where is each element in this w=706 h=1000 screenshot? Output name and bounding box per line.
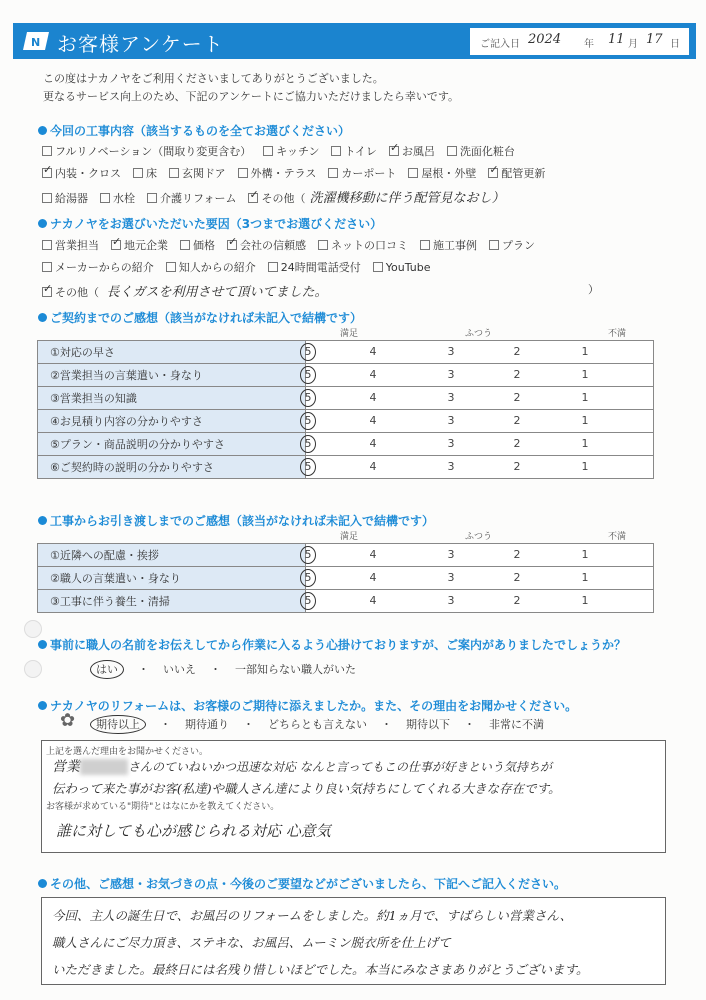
checkbox-box[interactable] bbox=[489, 240, 499, 250]
checkbox-label: YouTube bbox=[385, 261, 431, 274]
checkbox-option[interactable] bbox=[100, 190, 135, 206]
rating-label: ②営業担当の言葉遣い・身なり bbox=[38, 364, 306, 387]
checkbox-label: プラン bbox=[502, 239, 535, 252]
rating-row bbox=[38, 364, 654, 387]
rating-option-2[interactable]: 2 bbox=[513, 460, 521, 473]
scale-low: 不満 bbox=[608, 329, 627, 339]
reason-other-row bbox=[42, 281, 599, 300]
option-1[interactable]: 期待通り bbox=[185, 718, 229, 731]
checkbox-option[interactable] bbox=[268, 259, 361, 275]
rating-values bbox=[306, 456, 654, 479]
checkbox-box[interactable] bbox=[408, 168, 418, 178]
rating-values bbox=[306, 544, 654, 567]
rating-row bbox=[38, 456, 654, 479]
checkbox-box[interactable] bbox=[100, 193, 110, 203]
rating-option-3[interactable]: 3 bbox=[447, 437, 455, 450]
checkbox-box[interactable] bbox=[268, 262, 278, 272]
rating-option-5[interactable]: 5 bbox=[300, 458, 316, 476]
rating-option-1[interactable]: 1 bbox=[581, 368, 589, 381]
checkbox-option[interactable] bbox=[238, 165, 317, 181]
checkbox-option[interactable] bbox=[42, 237, 99, 253]
reason-box[interactable] bbox=[41, 740, 666, 853]
rating-option-5[interactable]: 5 bbox=[300, 592, 316, 610]
date-label: ご記入日 bbox=[480, 39, 520, 50]
rating-option-4[interactable]: 4 bbox=[369, 345, 377, 358]
rating-option-4[interactable]: 4 bbox=[369, 594, 377, 607]
expectation-options bbox=[90, 716, 558, 732]
section-craftsman-title: 事前に職人の名前をお伝えしてから作業に入るよう心掛けておりますが、ご案内がありましたでしょうか？ bbox=[38, 636, 626, 653]
reason-other-value: 長くガスを利用させて頂いてました。 bbox=[106, 285, 328, 300]
redacted-name bbox=[80, 759, 128, 775]
checkbox-option[interactable] bbox=[180, 237, 215, 253]
option-2[interactable]: どちらとも言えない bbox=[268, 718, 367, 731]
intro-line: 更なるサービス向上のため、下記のアンケートにご協力いただけましたら幸いです。 bbox=[43, 90, 460, 103]
rating-option-5[interactable]: 5 bbox=[300, 569, 316, 587]
checkbox-box[interactable] bbox=[331, 146, 341, 156]
checkbox-box[interactable] bbox=[227, 240, 237, 250]
rating-option-1[interactable]: 1 bbox=[581, 571, 589, 584]
checkbox-label: 介護リフォーム bbox=[160, 192, 237, 205]
checkbox-option[interactable] bbox=[169, 165, 226, 181]
intro-line: この度はナカノヤをご利用くださいましてありがとうございました。 bbox=[43, 72, 384, 85]
rating-option-4[interactable]: 4 bbox=[369, 571, 377, 584]
separator: ・ bbox=[243, 718, 254, 731]
checkbox-label: 内装・クロス bbox=[55, 167, 121, 180]
rating-row bbox=[38, 387, 654, 410]
rating-option-2[interactable]: 2 bbox=[513, 414, 521, 427]
day-unit: 日 bbox=[670, 39, 680, 50]
punch-hole bbox=[24, 660, 42, 678]
rating-values bbox=[306, 387, 654, 410]
rating-values bbox=[306, 590, 654, 613]
checkbox-label: 知人からの紹介 bbox=[178, 261, 256, 274]
rating-option-4[interactable]: 4 bbox=[369, 414, 377, 427]
checkbox-option[interactable] bbox=[408, 165, 476, 181]
section-contract-title: ご契約までのご感想（該当がなければ未記入で結構です） bbox=[38, 309, 362, 326]
checkbox-row bbox=[42, 187, 504, 206]
checkbox-label: 施工事例 bbox=[433, 239, 477, 252]
rating-label: ①対応の早さ bbox=[38, 341, 306, 364]
rating-option-3[interactable]: 3 bbox=[447, 548, 455, 561]
rating-option-1[interactable]: 1 bbox=[581, 437, 589, 450]
checkbox-option[interactable] bbox=[42, 190, 88, 206]
separator: ・ bbox=[138, 663, 149, 676]
checkbox-box[interactable] bbox=[42, 168, 52, 178]
option-3[interactable]: 期待以下 bbox=[406, 718, 450, 731]
checkbox-option[interactable] bbox=[42, 143, 251, 159]
expect-label: お客様が求めている"期待"とはなにかを教えてください。 bbox=[46, 802, 280, 812]
checkbox-box[interactable] bbox=[133, 168, 143, 178]
rating-option-3[interactable]: 3 bbox=[447, 414, 455, 427]
comment-line: 今回、主人の誕生日で、お風呂のリフォームをしました。約1ヵ月で、すばらしい営業さん、 bbox=[52, 908, 573, 923]
rating-values bbox=[306, 410, 654, 433]
separator: ・ bbox=[381, 718, 392, 731]
option-4[interactable]: 非常に不満 bbox=[489, 718, 544, 731]
checkbox-box[interactable] bbox=[328, 168, 338, 178]
checkbox-option[interactable] bbox=[328, 165, 396, 181]
rating-row bbox=[38, 590, 654, 613]
checkbox-label: ネットの口コミ bbox=[331, 239, 408, 252]
checkbox-option[interactable] bbox=[227, 237, 306, 253]
checkbox-option[interactable] bbox=[489, 237, 535, 253]
craftsman-options bbox=[90, 661, 370, 677]
rating-row bbox=[38, 433, 654, 456]
date-day: 17 bbox=[646, 32, 663, 47]
checkbox-label: 給湯器 bbox=[55, 192, 88, 205]
checkbox-box[interactable] bbox=[147, 193, 157, 203]
checkbox-option[interactable] bbox=[318, 237, 408, 253]
checkbox-option[interactable] bbox=[42, 165, 121, 181]
rating-label: ③工事に伴う養生・清掃 bbox=[38, 590, 306, 613]
checkbox-box[interactable] bbox=[42, 240, 52, 250]
rating-label: ①近隣への配慮・挨拶 bbox=[38, 544, 306, 567]
checkbox-box[interactable] bbox=[420, 240, 430, 250]
checkbox-row bbox=[42, 259, 443, 275]
section-construction-title: 工事からお引き渡しまでのご感想（該当がなければ未記入で結構です） bbox=[38, 512, 434, 529]
checkbox-box[interactable] bbox=[169, 168, 179, 178]
option-0[interactable]: 期待以上 bbox=[90, 715, 146, 734]
checkbox-option[interactable] bbox=[447, 143, 515, 159]
checkbox-option[interactable] bbox=[42, 259, 154, 275]
separator: ・ bbox=[464, 718, 475, 731]
checkbox-label: 玄関ドア bbox=[182, 167, 226, 180]
comment-box[interactable] bbox=[41, 897, 666, 985]
construction-rating-table bbox=[37, 543, 654, 613]
rating-values bbox=[306, 433, 654, 456]
checkbox-box[interactable] bbox=[166, 262, 176, 272]
scale-high: 満足 bbox=[340, 329, 359, 339]
option-0[interactable]: はい bbox=[90, 660, 124, 679]
date-month: 11 bbox=[608, 32, 625, 47]
checkbox-box[interactable] bbox=[180, 240, 190, 250]
rating-option-4[interactable]: 4 bbox=[369, 437, 377, 450]
checkbox-box[interactable] bbox=[42, 146, 52, 156]
date-field[interactable] bbox=[470, 28, 689, 55]
checkbox-box[interactable] bbox=[488, 168, 498, 178]
reason-line: 営業 さんのていねいかつ迅速な対応 なんと言ってもこの仕事が好きという気持ちが bbox=[52, 759, 552, 775]
rating-option-1[interactable]: 1 bbox=[581, 414, 589, 427]
comment-line: いただきました。最終日には名残り惜しいほどでした。本当にみなさまありがとうございます。 bbox=[52, 962, 589, 977]
checkbox-label: フルリノベーション（間取り変更含む） bbox=[55, 145, 252, 158]
rating-values bbox=[306, 567, 654, 590]
rating-option-5[interactable]: 5 bbox=[300, 412, 316, 430]
rating-option-2[interactable]: 2 bbox=[513, 594, 521, 607]
rating-option-2[interactable]: 2 bbox=[513, 345, 521, 358]
scale-high: 満足 bbox=[340, 532, 359, 542]
rating-option-1[interactable]: 1 bbox=[581, 391, 589, 404]
checkbox-label: お風呂 bbox=[401, 145, 435, 158]
checkbox-option[interactable] bbox=[420, 237, 477, 253]
work-other-value: 洗濯機移動に伴う配管見なおし） bbox=[309, 191, 505, 206]
rating-option-2[interactable]: 2 bbox=[513, 548, 521, 561]
rating-row bbox=[38, 544, 654, 567]
checkbox-option[interactable] bbox=[248, 190, 305, 206]
rating-label: ⑤プラン・商品説明の分かりやすさ bbox=[38, 433, 306, 456]
scale-mid: ふつう bbox=[465, 532, 493, 542]
checkbox-option[interactable] bbox=[488, 165, 545, 181]
rating-option-4[interactable]: 4 bbox=[369, 391, 377, 404]
section-expectation-title: ナカノヤのリフォームは、お客様のご期待に添えましたか。また、その理由をお聞かせください。 bbox=[38, 697, 577, 714]
checkbox-label: 水栓 bbox=[113, 192, 135, 205]
nakanoya-logo-icon bbox=[23, 32, 49, 50]
checkbox-box[interactable] bbox=[447, 146, 457, 156]
rating-row bbox=[38, 341, 654, 364]
reason-line: 伝わって来た事がお客(私達)や職人さん達により良い気持ちにしてくれる大きな存在です。 bbox=[52, 781, 561, 796]
reason-label: 上記を選んだ理由をお聞かせください。 bbox=[46, 747, 209, 757]
rating-option-4[interactable]: 4 bbox=[369, 548, 377, 561]
checkbox-label: 洗面化粧台 bbox=[459, 145, 515, 158]
rating-option-2[interactable]: 2 bbox=[513, 368, 521, 381]
checkbox-option[interactable] bbox=[331, 143, 376, 159]
checkbox-box[interactable] bbox=[318, 240, 328, 250]
rating-option-5[interactable]: 5 bbox=[300, 435, 316, 453]
checkbox-label: 会社の信頼感 bbox=[240, 239, 306, 252]
rating-option-5[interactable]: 5 bbox=[300, 343, 316, 361]
rating-option-4[interactable]: 4 bbox=[369, 368, 377, 381]
section-work-title: 今回の工事内容（該当するものを全てお選びください） bbox=[38, 122, 350, 139]
section-comments-title: その他、ご感想・お気づきの点・今後のご要望などがございましたら、下記へご記入ください。 bbox=[38, 875, 566, 892]
rating-label: ④お見積り内容の分かりやすさ bbox=[38, 410, 306, 433]
scale-low: 不満 bbox=[608, 532, 627, 542]
rating-option-3[interactable]: 3 bbox=[447, 594, 455, 607]
header-bar bbox=[13, 23, 696, 59]
checkbox-other[interactable]: ✓その他（ bbox=[42, 284, 99, 300]
checkbox-label: 価格 bbox=[193, 239, 215, 252]
rating-label: ③営業担当の知識 bbox=[38, 387, 306, 410]
rating-values bbox=[306, 341, 654, 364]
page-title: お客様アンケート bbox=[57, 32, 224, 56]
checkbox-label: メーカーからの紹介 bbox=[55, 261, 154, 274]
close-paren: ） bbox=[588, 283, 599, 296]
checkbox-box[interactable] bbox=[389, 146, 399, 156]
rating-option-3[interactable]: 3 bbox=[447, 571, 455, 584]
svg-text:N: N bbox=[31, 36, 41, 49]
checkbox-row bbox=[42, 165, 557, 181]
checkbox-box[interactable] bbox=[373, 262, 383, 272]
checkbox-label: 地元企業 bbox=[124, 239, 168, 252]
checkbox-row bbox=[42, 237, 547, 253]
separator: ・ bbox=[210, 663, 221, 676]
intro-text bbox=[43, 70, 459, 106]
rating-row bbox=[38, 567, 654, 590]
checkbox-label: 営業担当 bbox=[55, 239, 99, 252]
rating-option-2[interactable]: 2 bbox=[513, 437, 521, 450]
rating-option-3[interactable]: 3 bbox=[447, 460, 455, 473]
contract-rating-table bbox=[37, 340, 654, 479]
rating-option-3[interactable]: 3 bbox=[447, 368, 455, 381]
rating-option-3[interactable]: 3 bbox=[447, 391, 455, 404]
checkbox-box[interactable] bbox=[111, 240, 121, 250]
checkbox-box[interactable] bbox=[42, 262, 52, 272]
checkbox-option[interactable] bbox=[166, 259, 256, 275]
checkbox-label: 配管更新 bbox=[501, 167, 546, 180]
flower-doodle-icon: ✿ bbox=[60, 710, 76, 731]
comment-line: 職人さんにご尽力頂き、ステキな、お風呂、ムーミン脱衣所を仕上げて bbox=[52, 935, 451, 950]
checkbox-option[interactable] bbox=[111, 237, 168, 253]
checkbox-label: 屋根・外壁 bbox=[421, 167, 477, 180]
rating-option-4[interactable]: 4 bbox=[369, 460, 377, 473]
option-1[interactable]: いいえ bbox=[163, 663, 196, 676]
checkbox-option[interactable] bbox=[133, 165, 157, 181]
checkbox-label: トイレ bbox=[344, 145, 377, 158]
rating-option-1[interactable]: 1 bbox=[581, 345, 589, 358]
checkbox-box[interactable] bbox=[263, 146, 273, 156]
rating-option-5[interactable]: 5 bbox=[300, 389, 316, 407]
rating-option-1[interactable]: 1 bbox=[581, 460, 589, 473]
checkbox-label: 24時間電話受付 bbox=[280, 261, 361, 274]
checkbox-option[interactable] bbox=[389, 143, 435, 159]
checkbox-option[interactable] bbox=[373, 261, 431, 274]
month-unit: 月 bbox=[628, 39, 638, 50]
checkbox-label: 床 bbox=[146, 167, 157, 180]
rating-option-5[interactable]: 5 bbox=[300, 366, 316, 384]
separator: ・ bbox=[160, 718, 171, 731]
rating-option-5[interactable]: 5 bbox=[300, 546, 316, 564]
rating-option-1[interactable]: 1 bbox=[581, 548, 589, 561]
rating-option-3[interactable]: 3 bbox=[447, 345, 455, 358]
checkbox-option[interactable] bbox=[147, 190, 236, 206]
scale-mid: ふつう bbox=[465, 329, 493, 339]
checkbox-label: その他（ bbox=[261, 192, 306, 205]
rating-option-1[interactable]: 1 bbox=[581, 594, 589, 607]
checkbox-row bbox=[42, 143, 527, 159]
checkbox-box[interactable] bbox=[42, 193, 52, 203]
rating-option-2[interactable]: 2 bbox=[513, 571, 521, 584]
checkbox-option[interactable] bbox=[263, 143, 319, 159]
year-unit: 年 bbox=[584, 39, 594, 50]
expect-value: 誰に対しても心が感じられる対応 心意気 bbox=[56, 822, 331, 840]
date-year: 2024 bbox=[528, 32, 562, 47]
rating-label: ②職人の言葉遣い・身なり bbox=[38, 567, 306, 590]
rating-row bbox=[38, 410, 654, 433]
section-reasons-title: ナカノヤをお選びいただいた要因（3つまでお選びください） bbox=[38, 215, 382, 232]
option-2[interactable]: 一部知らない職人がいた bbox=[235, 663, 356, 676]
rating-values bbox=[306, 364, 654, 387]
checkbox-box[interactable] bbox=[238, 168, 248, 178]
checkbox-label: 外構・テラス bbox=[250, 167, 317, 180]
rating-label: ⑥ご契約時の説明の分かりやすさ bbox=[38, 456, 306, 479]
checkbox-label: カーポート bbox=[341, 167, 397, 180]
rating-option-2[interactable]: 2 bbox=[513, 391, 521, 404]
checkbox-label: キッチン bbox=[276, 145, 320, 158]
checkbox-box[interactable] bbox=[248, 193, 258, 203]
